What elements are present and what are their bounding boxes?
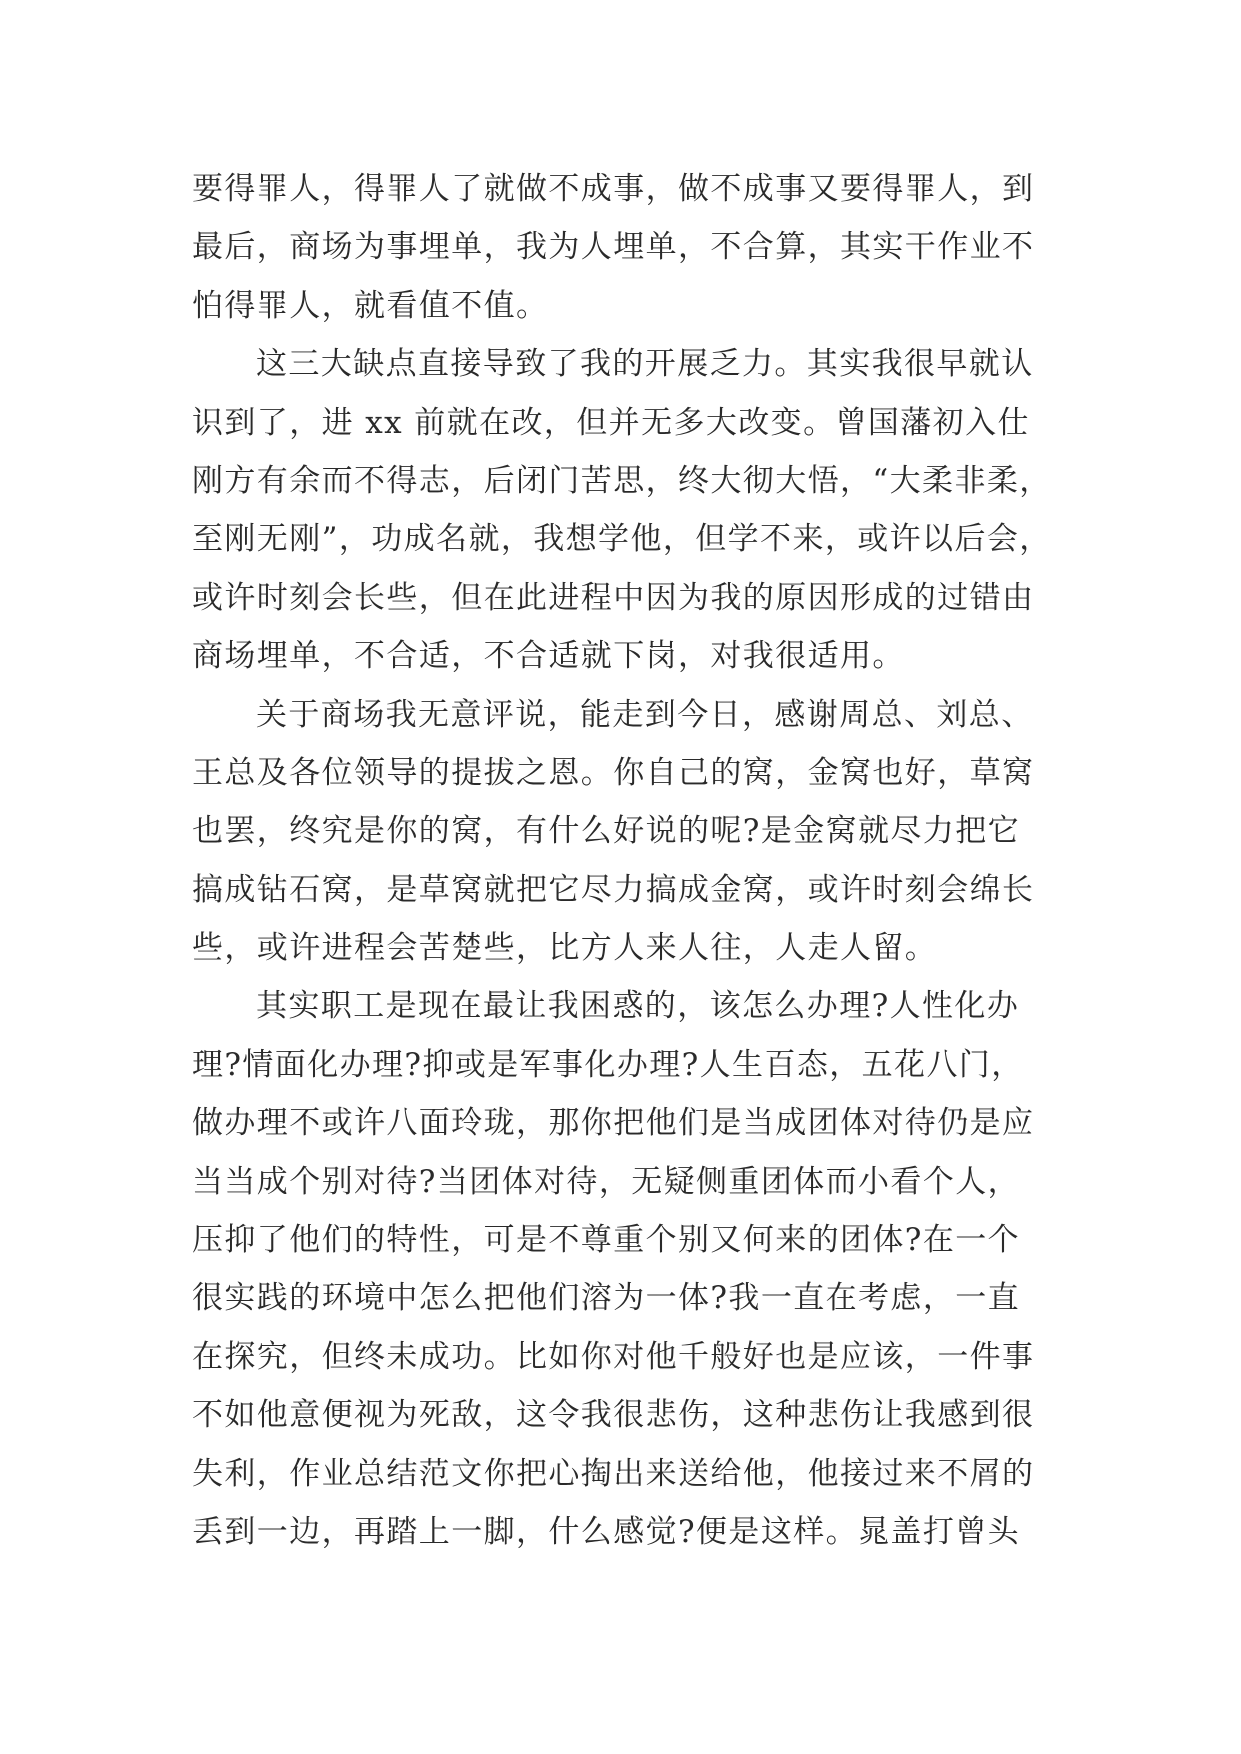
- text-line: 失利，作业总结范文你把心掏出来送给他，他接过来不屑的: [192, 1455, 1035, 1492]
- text-line: 丢到一边，再踏上一脚，什么感觉?便是这样。晁盖打曾头: [192, 1513, 1021, 1550]
- text-line: 压抑了他们的特性，可是不尊重个别又何来的团体?在一个: [192, 1222, 1021, 1259]
- text-line: 很实践的环境中怎么把他们溶为一体?我一直在考虑，一直: [192, 1280, 1021, 1317]
- text-line: 做办理不或许八面玲珑，那你把他们是当成团体对待仍是应: [192, 1105, 1035, 1142]
- text-line: 怕得罪人，就看值不值。: [192, 287, 549, 324]
- text-line: 或许时刻会长些，但在此进程中因为我的原因形成的过错由: [192, 579, 1035, 616]
- text-line: 在探究，但终未成功。比如你对他千般好也是应该，一件事: [192, 1338, 1035, 1375]
- text-line: 刚方有余而不得志，后闭门苦思，终大彻大悟，“大柔非柔，: [192, 462, 1052, 499]
- text-line: 要得罪人，得罪人了就做不成事，做不成事又要得罪人，到: [192, 171, 1035, 207]
- text-line: 也罢，终究是你的窝，有什么好说的呢?是金窝就尽力把它: [192, 813, 1021, 850]
- paragraph-first-line: 这三大缺点直接导致了我的开展乏力。其实我很早就认: [256, 346, 1034, 383]
- paragraph-first-line: 关于商场我无意评说，能走到今日，感谢周总、刘总、: [256, 696, 1034, 733]
- text-line: 些，或许进程会苦楚些，比方人来人往，人走人留。: [192, 930, 938, 967]
- text-line: 当当成个别对待?当团体对待，无疑侧重团体而小看个人，: [192, 1163, 1021, 1200]
- text-line: 搞成钻石窝，是草窝就把它尽力搞成金窝，或许时刻会绵长: [192, 871, 1035, 908]
- text-line: 识到了，进 xx 前就在改，但并无多大改变。曾国藩初入仕: [192, 404, 1030, 441]
- text-line: 最后，商场为事埋单，我为人埋单，不合算，其实干作业不: [192, 229, 1035, 266]
- body-text: [192, 160, 1072, 1561]
- text-line: 理?情面化办理?抑或是军事化办理?人生百态，五花八门，: [192, 1046, 1024, 1083]
- text-line: 商场埋单，不合适，不合适就下岗，对我很适用。: [192, 638, 905, 675]
- text-line: 至刚无刚”，功成名就，我想学他，但学不来，或许以后会，: [192, 521, 1052, 558]
- text-line: 不如他意便视为死敌，这令我很悲伤，这种悲伤让我感到很: [192, 1397, 1035, 1434]
- paragraph-first-line: 其实职工是现在最让我困惑的，该怎么办理?人性化办: [256, 988, 1020, 1025]
- text-line: 王总及各位领导的提拔之恩。你自己的窝，金窝也好，草窝: [192, 754, 1035, 791]
